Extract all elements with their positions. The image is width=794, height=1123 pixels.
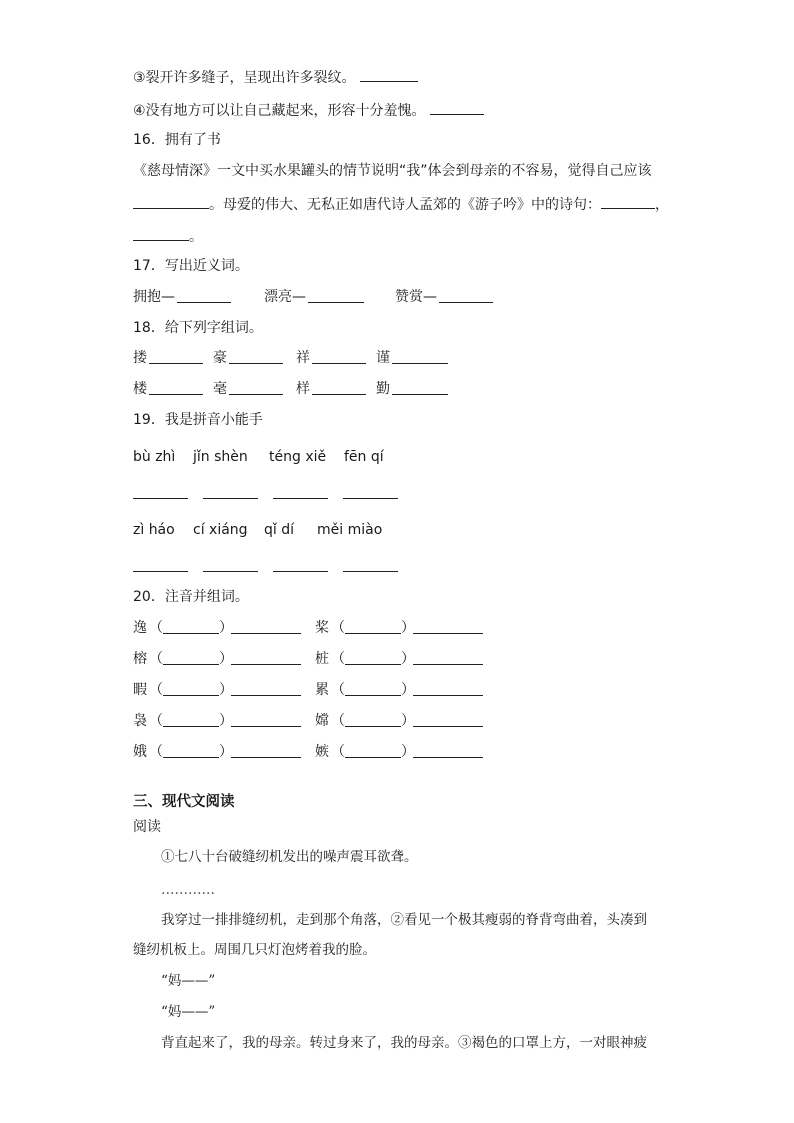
q16-line-3: 。 xyxy=(133,225,203,247)
reading-quote-2: “妈——” xyxy=(161,1004,216,1020)
q19-pinyin-row-2: zì háo cí xiáng qǐ dí měi miào xyxy=(133,522,383,538)
answer-blank[interactable] xyxy=(229,394,283,395)
pinyin-blank[interactable] xyxy=(163,633,219,634)
pinyin-blank[interactable] xyxy=(163,726,219,727)
section-heading: 三、现代文阅读 xyxy=(133,794,235,810)
q16-line-2: 。母爱的伟大、无私正如唐代诗人孟郊的《游子吟》中的诗句： ， xyxy=(133,193,669,215)
q20-row-1: 逸 （ ） 桨 （ ） xyxy=(133,618,493,638)
q16-title: 16．拥有了书 xyxy=(133,132,221,148)
q20-title: 20．注音并组词。 xyxy=(133,589,249,605)
q18-row-1: 搂 豪 祥 谨 xyxy=(133,348,463,368)
q19-title: 19．我是拼音小能手 xyxy=(133,412,263,428)
reading-ellipsis: ………… xyxy=(161,882,215,898)
word-blank[interactable] xyxy=(413,757,483,758)
answer-blank[interactable] xyxy=(308,302,364,303)
reading-paragraph-2b: 缝纫机板上。周围几只灯泡烤着我的脸。 xyxy=(133,942,376,958)
answer-blank[interactable] xyxy=(177,302,231,303)
answer-blank[interactable] xyxy=(312,363,366,364)
pinyin-blank[interactable] xyxy=(345,664,401,665)
answer-blank[interactable] xyxy=(273,498,328,499)
answer-blank[interactable] xyxy=(133,498,188,499)
reading-paragraph-2a: 我穿过一排排缝纫机，走到那个角落，②看见一个极其瘦弱的脊背弯曲着，头凑到 xyxy=(161,912,647,928)
word-blank[interactable] xyxy=(413,664,483,665)
answer-blank[interactable] xyxy=(203,571,258,572)
pinyin-blank[interactable] xyxy=(163,695,219,696)
q17-row: 拥抱— 漂亮— 赞赏— xyxy=(133,287,533,307)
word-blank[interactable] xyxy=(231,695,301,696)
q15-item-4: ④没有地方可以让自己藏起来，形容十分羞愧。 xyxy=(133,99,484,121)
answer-blank[interactable] xyxy=(273,571,328,572)
q17-title: 17．写出近义词。 xyxy=(133,258,249,274)
answer-blank[interactable] xyxy=(133,193,209,209)
answer-blank[interactable] xyxy=(312,394,366,395)
q19-answer-row-2 xyxy=(133,556,433,576)
q20-row-2: 榕 （ ） 桩 （ ） xyxy=(133,649,493,669)
pinyin-blank[interactable] xyxy=(345,726,401,727)
word-blank[interactable] xyxy=(231,664,301,665)
answer-blank[interactable] xyxy=(430,99,484,115)
reading-paragraph-3: 背直起来了，我的母亲。转过身来了，我的母亲。③褐色的口罩上方，一对眼神疲 xyxy=(161,1035,647,1051)
reading-paragraph-1: ①七八十台破缝纫机发出的噪声震耳欲聋。 xyxy=(161,849,418,865)
word-blank[interactable] xyxy=(231,757,301,758)
q20-row-3: 暇 （ ） 累 （ ） xyxy=(133,680,493,700)
answer-blank[interactable] xyxy=(343,498,398,499)
q15-item-3: ③裂开许多缝子，呈现出许多裂纹。 xyxy=(133,66,418,88)
q16-line-1: 《慈母情深》一文中买水果罐头的情节说明“我”体会到母亲的不容易，觉得自己应该 xyxy=(133,163,652,179)
word-blank[interactable] xyxy=(413,726,483,727)
answer-blank[interactable] xyxy=(392,394,448,395)
answer-blank[interactable] xyxy=(133,571,188,572)
word-blank[interactable] xyxy=(413,695,483,696)
pinyin-blank[interactable] xyxy=(345,633,401,634)
answer-blank[interactable] xyxy=(133,225,189,241)
pinyin-blank[interactable] xyxy=(345,695,401,696)
pinyin-blank[interactable] xyxy=(163,664,219,665)
pinyin-blank[interactable] xyxy=(345,757,401,758)
word-blank[interactable] xyxy=(231,633,301,634)
answer-blank[interactable] xyxy=(149,363,203,364)
answer-blank[interactable] xyxy=(343,571,398,572)
q18-row-2: 楼 毫 样 勤 xyxy=(133,379,463,399)
answer-blank[interactable] xyxy=(203,498,258,499)
word-blank[interactable] xyxy=(231,726,301,727)
q20-row-5: 娥 （ ） 嫉 （ ） xyxy=(133,742,493,762)
answer-blank[interactable] xyxy=(360,66,418,82)
answer-blank[interactable] xyxy=(229,363,283,364)
reading-quote-1: “妈——” xyxy=(161,973,216,989)
answer-blank[interactable] xyxy=(392,363,448,364)
q19-pinyin-row-1: bù zhì jǐn shèn téng xiě fēn qí xyxy=(133,449,384,465)
q18-title: 18．给下列字组词。 xyxy=(133,320,263,336)
pinyin-blank[interactable] xyxy=(163,757,219,758)
section-subheading: 阅读 xyxy=(133,819,161,835)
answer-blank[interactable] xyxy=(601,193,655,209)
answer-blank[interactable] xyxy=(149,394,203,395)
q20-row-4: 袅 （ ） 嫦 （ ） xyxy=(133,711,493,731)
answer-blank[interactable] xyxy=(439,302,493,303)
q19-answer-row-1 xyxy=(133,483,433,503)
word-blank[interactable] xyxy=(413,633,483,634)
